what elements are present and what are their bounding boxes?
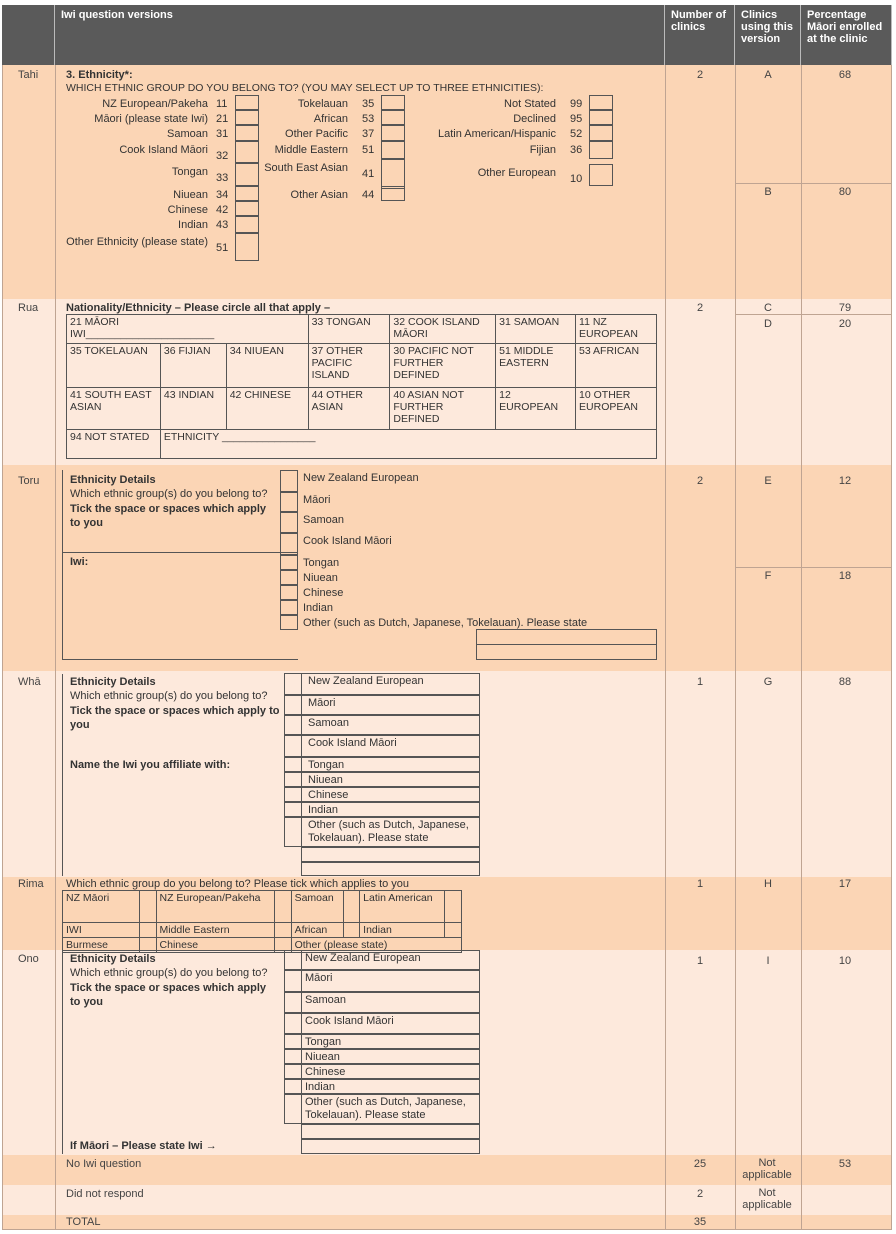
ono-option-row [301, 1034, 480, 1049]
ono-option-label: Māori [305, 972, 333, 984]
wha-option-row [301, 787, 480, 802]
ono-option-label: Tongan [305, 1036, 342, 1048]
rima-tick-box[interactable] [274, 923, 291, 938]
rima-cell[interactable] [291, 891, 343, 923]
rua-cell[interactable] [160, 388, 226, 430]
count-rima: 1 [696, 878, 704, 890]
ono-checkbox[interactable] [284, 992, 302, 1013]
toru-iwi: Iwi: [70, 556, 89, 568]
tahi-option-label: Samoan [167, 128, 208, 140]
ono-option-label: Indian [305, 1081, 335, 1093]
tahi-checkbox[interactable] [589, 110, 613, 125]
tahi-option-label: Māori (please state Iwi) [94, 113, 208, 125]
tahi-option-label: Not Stated [504, 98, 556, 110]
rua-cell[interactable] [67, 388, 161, 430]
row-label-toru: Toru [18, 475, 40, 487]
ono-checkbox[interactable] [284, 1013, 302, 1034]
tahi-option-code: 99 [570, 98, 583, 110]
tahi-option-code: 35 [362, 98, 375, 110]
rua-text: 32 COOK ISLAND MĀORI [393, 316, 480, 340]
wha-option-row [301, 715, 480, 735]
ono-option-row [301, 1094, 480, 1124]
toru-question: Which ethnic group(s) do you belong to? [70, 488, 268, 500]
rima-question: Which ethnic group do you belong to? Please tick which applies to you [66, 878, 410, 890]
rua-text: 44 OTHER ASIAN [311, 389, 363, 413]
rima-cell[interactable] [63, 891, 140, 923]
tahi-checkbox[interactable] [589, 125, 613, 141]
rua-cell[interactable] [226, 388, 308, 430]
ono-checkbox[interactable] [284, 1034, 302, 1049]
wha-option-label: Samoan [308, 717, 349, 729]
tahi-option-code: 41 [362, 168, 375, 180]
wha-option-label: Indian [308, 804, 338, 816]
rima-tick-box[interactable] [445, 891, 462, 923]
noiwi-label: No Iwi question [66, 1158, 142, 1170]
rima-cell[interactable] [156, 891, 274, 923]
header-blank [2, 5, 55, 65]
clinic-a: A [764, 69, 772, 81]
rua-text: 51 MIDDLE EASTERN [499, 345, 554, 369]
ono-title: Ethnicity Details [70, 953, 156, 965]
rua-text: 34 NIUEAN [229, 345, 284, 357]
wha-option-row [301, 802, 480, 817]
rua-cell[interactable] [576, 388, 657, 430]
wha-option-label: Cook Island Māori [308, 737, 397, 749]
ono-option-row [301, 992, 480, 1013]
tahi-option-label: Niuean [173, 189, 208, 201]
wha-option-row [301, 757, 480, 772]
rua-cell[interactable] [67, 344, 161, 388]
wha-checkbox[interactable] [284, 735, 302, 757]
tahi-option-code: 43 [216, 219, 229, 231]
tahi-option-label: Tongan [171, 166, 208, 178]
rima-cell[interactable] [63, 923, 140, 938]
tahi-option-code: 32 [216, 150, 229, 162]
wha-title: Ethnicity Details [70, 676, 156, 688]
rima-tick-box[interactable] [343, 923, 360, 938]
rua-text: 42 CHINESE [229, 389, 291, 401]
count-toru: 2 [696, 475, 704, 487]
using-noiwi: Not applicable [742, 1157, 792, 1181]
rima-tick-box[interactable] [139, 923, 156, 938]
rima-tick-box[interactable] [274, 891, 291, 923]
tahi-option-code: 21 [216, 113, 229, 125]
toru-option-label: Māori [303, 494, 331, 506]
pct-d: 20 [838, 318, 852, 330]
tahi-option-label: Declined [513, 113, 556, 125]
rima-cell[interactable] [360, 891, 445, 923]
ono-checkbox[interactable] [284, 1094, 302, 1124]
wha-option-row [301, 673, 480, 695]
rua-cell[interactable] [390, 315, 496, 344]
toru-checkbox[interactable] [280, 492, 298, 512]
ono-other-field[interactable] [301, 1124, 480, 1139]
tahi-checkbox[interactable] [381, 186, 405, 201]
rua-title: Nationality/Ethnicity – Please circle all that apply – [66, 302, 331, 314]
ono-option-row [301, 1064, 480, 1079]
tahi-checkbox[interactable] [589, 141, 613, 159]
tahi-title: 3. Ethnicity*: [66, 69, 133, 81]
tahi-option-code: 10 [570, 173, 583, 185]
wha-checkbox[interactable] [284, 802, 302, 817]
ono-option-label: Other (such as Dutch, Japanese, Tokelauan). Please state [305, 1096, 466, 1121]
clinic-i: I [766, 955, 770, 967]
rima-tick-box[interactable] [343, 891, 360, 923]
rua-text: 40 ASIAN NOT FURTHER DEFINED [393, 389, 464, 425]
rua-text: 21 MĀORI [70, 316, 120, 328]
tahi-option-code: 34 [216, 189, 229, 201]
tahi-option-label: Tokelauan [297, 98, 348, 110]
toru-tick: Tick the space or spaces which apply to you [70, 503, 267, 529]
wha-option-row [301, 817, 480, 847]
row-label-tahi: Tahi [18, 69, 39, 81]
toru-checkbox[interactable] [280, 585, 298, 600]
header-versions: Iwi question versions [55, 5, 665, 65]
ono-option-row [301, 970, 480, 992]
wha-checkbox[interactable] [284, 772, 302, 787]
rua-cell[interactable] [576, 344, 657, 388]
tahi-option-label: Fijian [529, 144, 556, 156]
tahi-option-code: 51 [362, 144, 375, 156]
rima-text: Burmese [66, 939, 109, 951]
wha-checkbox[interactable] [284, 817, 302, 847]
tahi-instruction: WHICH ETHNIC GROUP DO YOU BELONG TO? (YOU MAY SELECT UP TO THREE ETHNICITIES): [66, 82, 544, 94]
tahi-option-code: 95 [570, 113, 583, 125]
rua-text: 43 INDIAN [163, 389, 215, 401]
toru-checkbox[interactable] [280, 570, 298, 585]
rua-cell[interactable] [308, 344, 390, 388]
ono-option-label: Samoan [305, 994, 346, 1006]
ono-checkbox[interactable] [284, 950, 302, 970]
rua-text: 53 AFRICAN [579, 345, 640, 357]
tahi-option-label: Other Asian [290, 189, 348, 201]
wha-tick: Tick the space or spaces which apply to you [70, 705, 280, 731]
rua-cell[interactable] [308, 388, 390, 430]
pct-c: 79 [838, 302, 852, 314]
tahi-checkbox[interactable] [589, 164, 613, 186]
rua-text: 12 EUROPEAN [499, 389, 559, 413]
rima-text: Indian [363, 924, 392, 936]
rima-text: NZ Māori [66, 892, 110, 904]
rua-text: 41 SOUTH EAST ASIAN [70, 389, 152, 413]
rima-tick-box[interactable] [139, 891, 156, 923]
tahi-option-code: 51 [216, 242, 229, 254]
toru-option-label: Samoan [303, 514, 344, 526]
tahi-checkbox[interactable] [235, 216, 259, 233]
tahi-checkbox[interactable] [235, 201, 259, 216]
ono-checkbox[interactable] [284, 1079, 302, 1094]
wha-checkbox[interactable] [284, 757, 302, 772]
rima-text: Samoan [294, 892, 334, 904]
tahi-option-label: Other European [477, 167, 556, 179]
rua-cell[interactable] [67, 430, 161, 459]
wha-option-label: Other (such as Dutch, Japanese, Tokelauan). Please state [308, 819, 469, 844]
rua-text: IWI______________________ [70, 328, 215, 340]
toru-option-label: Cook Island Māori [303, 535, 392, 547]
tahi-option-code: 11 [216, 98, 228, 110]
rima-text: IWI [66, 924, 82, 936]
pct-e: 12 [838, 475, 852, 487]
wha-option-label: Niuean [308, 774, 343, 786]
wha-iwi: Name the Iwi you affiliate with: [70, 759, 231, 771]
rua-grid [66, 314, 657, 459]
tahi-option-code: 53 [362, 113, 375, 125]
tahi-option-label: Other Pacific [285, 128, 348, 140]
rua-text: 30 PACIFIC NOT FURTHER DEFINED [393, 345, 474, 381]
toru-option-label: Other (such as Dutch, Japanese, Tokelauan). Please state [303, 617, 588, 629]
header-using: Clinics using this version [735, 5, 801, 65]
pct-f: 18 [838, 570, 852, 582]
tahi-checkbox[interactable] [235, 233, 259, 261]
wha-option-label: Chinese [308, 789, 349, 801]
wha-checkbox[interactable] [284, 673, 302, 695]
rua-cell[interactable] [160, 344, 226, 388]
toru-option-label: New Zealand European [303, 472, 419, 484]
toru-checkbox[interactable] [280, 615, 298, 630]
rima-grid [62, 890, 462, 953]
toru-checkbox[interactable] [280, 555, 298, 570]
toru-option-label: Niuean [303, 572, 338, 584]
clinic-b: B [764, 186, 772, 198]
tahi-option-code: 37 [362, 128, 375, 140]
toru-option-label: Chinese [303, 587, 344, 599]
rua-text: ETHNICITY ________________ [163, 431, 316, 443]
tahi-option-code: 42 [216, 204, 229, 216]
rima-text: NZ European/Pakeha [159, 892, 261, 904]
rima-text: Chinese [159, 939, 199, 951]
clinic-g: G [763, 676, 773, 688]
rima-text: Other (please state) [294, 939, 388, 951]
rua-cell[interactable] [160, 430, 656, 459]
tahi-option-label: Cook Island Māori [119, 144, 208, 156]
wha-option-row [301, 772, 480, 787]
rima-cell[interactable] [360, 923, 445, 938]
rua-cell[interactable] [390, 388, 496, 430]
ono-checkbox[interactable] [284, 970, 302, 992]
ono-checkbox[interactable] [284, 1049, 302, 1064]
rima-tick-box[interactable] [445, 923, 462, 938]
ono-option-row [301, 1013, 480, 1034]
toru-checkbox[interactable] [280, 533, 298, 555]
clinic-c: C [764, 302, 772, 314]
wha-other-field-2[interactable] [301, 862, 480, 876]
row-label-wha: Whā [18, 676, 41, 688]
toru-checkbox[interactable] [280, 470, 298, 492]
ono-option-row [301, 1049, 480, 1064]
ono-option-label: Cook Island Māori [305, 1015, 394, 1027]
rima-cell[interactable] [291, 923, 343, 938]
ono-question: Which ethnic group(s) do you belong to? [70, 967, 268, 979]
rua-cell[interactable] [496, 388, 576, 430]
tahi-option-code: 31 [216, 128, 229, 140]
tahi-option-label: Chinese [167, 204, 208, 216]
count-tahi: 2 [696, 69, 704, 81]
ono-option-row [301, 950, 480, 970]
count-norespond: 2 [696, 1188, 704, 1200]
wha-checkbox[interactable] [284, 695, 302, 715]
tahi-option-label: South East Asian [264, 162, 348, 174]
rima-cell[interactable] [156, 923, 274, 938]
tahi-option-label: Middle Eastern [274, 144, 348, 156]
count-total: 35 [693, 1216, 707, 1228]
toru-option-label: Tongan [303, 557, 340, 569]
tahi-option-code: 52 [570, 128, 583, 140]
tahi-option-code: 36 [570, 144, 583, 156]
clinic-e: E [764, 475, 772, 487]
rima-text: African [294, 924, 328, 936]
ono-iwi-field[interactable] [301, 1139, 480, 1154]
rua-text: 94 NOT STATED [70, 431, 150, 443]
pct-b: 80 [838, 186, 852, 198]
toru-option-label: Indian [303, 602, 333, 614]
rua-text: 37 OTHER PACIFIC ISLAND [311, 345, 363, 381]
tahi-option-label: Other Ethnicity (please state) [66, 236, 208, 248]
toru-checkbox[interactable] [280, 600, 298, 615]
pct-a: 68 [838, 69, 852, 81]
clinic-d: D [764, 318, 772, 330]
ono-checkbox[interactable] [284, 1064, 302, 1079]
tahi-option-label: African [313, 113, 348, 125]
tahi-option-label: Latin American/Hispanic [437, 128, 556, 140]
rima-text: Middle Eastern [159, 924, 230, 936]
rima-text: Latin American [363, 892, 433, 904]
wha-option-label: Māori [308, 697, 336, 709]
count-ono: 1 [696, 955, 704, 967]
rua-text: 35 TOKELAUAN [70, 345, 148, 357]
row-label-rua: Rua [18, 302, 39, 314]
wha-option-label: New Zealand European [308, 675, 424, 687]
ono-option-row [301, 1079, 480, 1094]
ono-option-label: New Zealand European [305, 952, 421, 964]
clinic-h: H [764, 878, 772, 890]
toru-title: Ethnicity Details [70, 474, 156, 486]
pct-g: 88 [838, 676, 852, 688]
tahi-option-code: 44 [362, 189, 375, 201]
ono-iwi: If Māori – Please state Iwi → [70, 1140, 217, 1152]
tahi-option-code: 33 [216, 172, 229, 184]
count-rua: 2 [696, 302, 704, 314]
rua-cell[interactable] [308, 315, 390, 344]
rua-text: 33 TONGAN [311, 316, 371, 328]
wha-other-field[interactable] [301, 847, 480, 862]
tahi-option-label: Indian [178, 219, 208, 231]
row-label-ono: Ono [18, 953, 39, 965]
row-label-rima: Rima [18, 878, 44, 890]
rua-cell[interactable] [67, 315, 309, 344]
count-noiwi: 25 [693, 1158, 707, 1170]
rua-text: 10 OTHER EUROPEAN [579, 389, 638, 413]
wha-option-row [301, 735, 480, 757]
wha-option-row [301, 695, 480, 715]
rua-text: 11 NZ EUROPEAN [579, 316, 638, 340]
band-total [2, 1215, 892, 1230]
count-wha: 1 [696, 676, 704, 688]
rua-text: 31 SAMOAN [499, 316, 560, 328]
wha-question: Which ethnic group(s) do you belong to? [70, 690, 268, 702]
ono-tick: Tick the space or spaces which apply to you [70, 982, 267, 1008]
clinic-f: F [764, 570, 772, 582]
total-label: TOTAL [66, 1216, 101, 1228]
norespond-label: Did not respond [66, 1188, 144, 1200]
using-norespond: Not applicable [742, 1187, 792, 1211]
rua-cell[interactable] [226, 344, 308, 388]
tahi-checkbox[interactable] [589, 95, 613, 110]
rua-cell[interactable] [576, 315, 657, 344]
toru-checkbox[interactable] [280, 512, 298, 533]
pct-noiwi: 53 [838, 1158, 852, 1170]
pct-h: 17 [838, 878, 852, 890]
pct-i: 10 [838, 955, 852, 967]
rua-cell[interactable] [496, 344, 576, 388]
header-clinics: Number of clinics [665, 5, 735, 65]
ono-option-label: Chinese [305, 1066, 346, 1078]
header-pct: Percentage Māori enrolled at the clinic [801, 5, 892, 65]
ono-option-label: Niuean [305, 1051, 340, 1063]
wha-checkbox[interactable] [284, 715, 302, 735]
rua-cell[interactable] [496, 315, 576, 344]
rua-text: 36 FIJIAN [163, 345, 211, 357]
wha-checkbox[interactable] [284, 787, 302, 802]
tahi-option-label: NZ European/Pakeha [102, 98, 208, 110]
rua-cell[interactable] [390, 344, 496, 388]
wha-option-label: Tongan [308, 759, 345, 771]
